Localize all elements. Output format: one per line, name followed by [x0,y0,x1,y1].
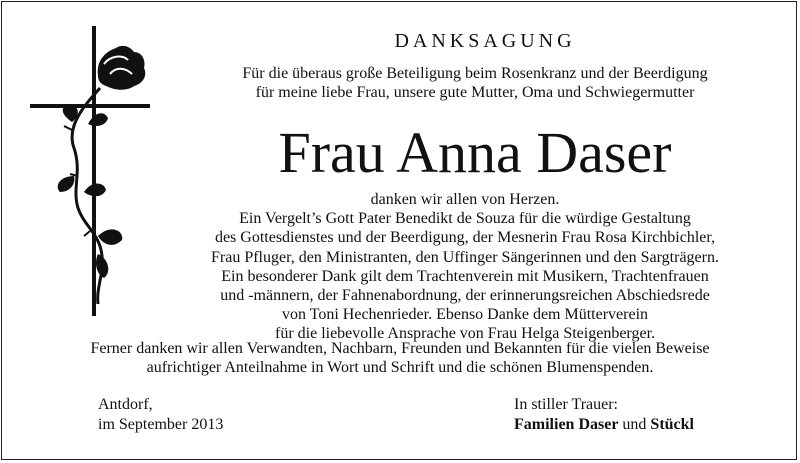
mourning-block [514,395,694,434]
family-names [514,415,694,435]
notice-heading: DANKSAGUNG [394,30,576,52]
body-line: danken wir allen von Herzen. [370,191,560,208]
body-line: Ein besonderer Dank gilt dem Trachtenverein mit Musikern, Trachtenfrauen [221,267,709,285]
family-connector: und [622,415,647,433]
body-line: und -männern, der Fahnenabordnung, der erinnerungsreichen Abschiedsrede [220,287,710,305]
body-line: Ein Vergelt’s Gott Pater Benedikt de Souza für die würdige Gestaltung [239,210,691,228]
closing-line: Ferner danken wir allen Verwandten, Nachbarn, Freunden und Bekannten für die vielen Beweise [90,340,710,357]
date: im September 2013 [98,415,224,433]
intro-line: Für die überaus große Beteiligung beim Rosenkranz und der Beerdigung [242,65,708,82]
family-name-stueckl: Stückl [650,415,694,433]
place: Antdorf, [98,396,153,413]
intro-text [160,64,790,102]
closing-text [10,339,790,377]
body-line: des Gottesdienstes und der Beerdigung, der Mesnerin Frau Rosa Kirchbichler, [214,229,716,247]
intro-line: für meine liebe Frau, unsere gute Mutter, Oma und Schwiegermutter [255,84,695,101]
body-line: von Toni Hechenrieder. Ebenso Danke dem Mütterverein [281,306,649,324]
cross-with-rose-icon [26,26,156,326]
body-line: für die liebevolle Ansprache von Frau Helga Steigenberger. [274,325,656,343]
thanks-body [150,190,780,344]
body-line: Frau Pfluger, den Ministranten, den Uffinger Sängerinnen und den Sargträgern. [211,248,719,266]
place-date-block [98,395,223,434]
family-name-daser: Familien Daser [514,415,619,433]
deceased-name: Frau Anna Daser [278,120,672,185]
closing-line: aufrichtiger Anteilnahme in Wort und Schrift und die schönen Blumenspenden. [146,359,654,377]
mourning-label: In stiller Trauer: [514,396,618,413]
